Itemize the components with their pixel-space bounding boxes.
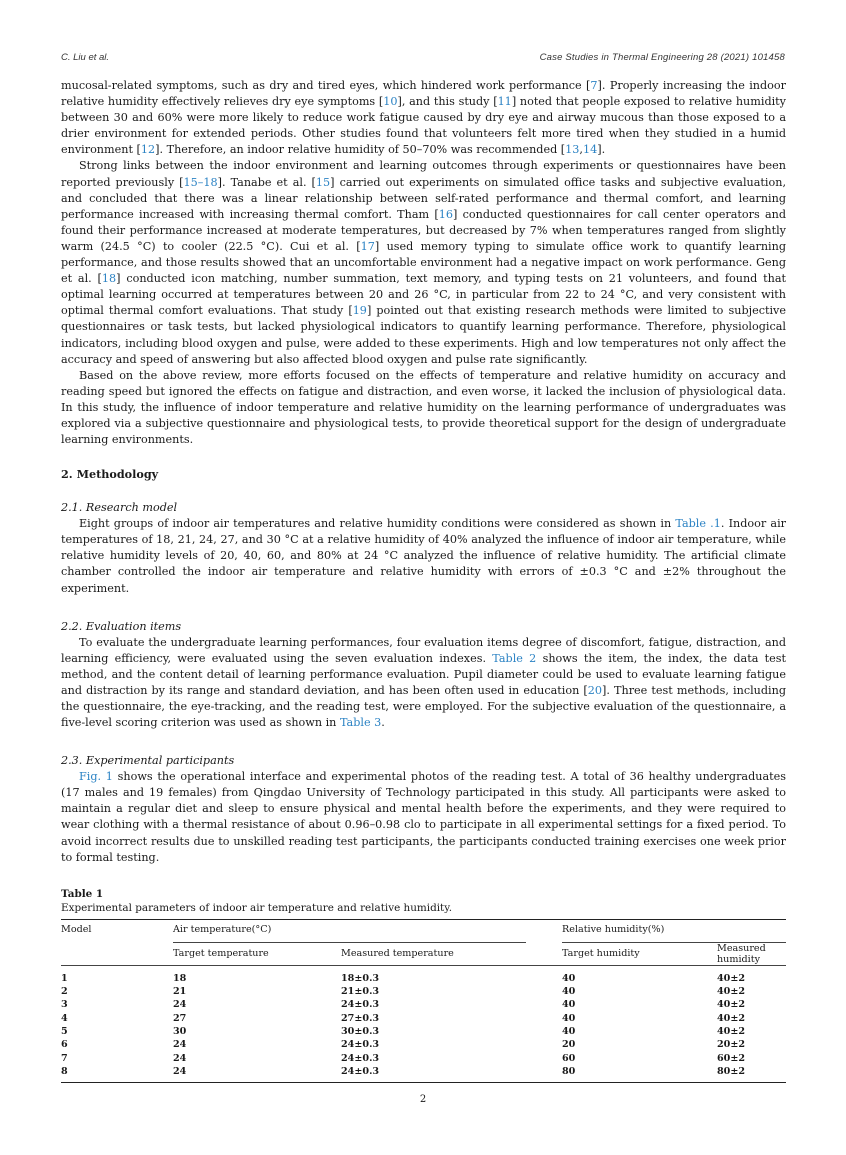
paragraph-text: Based on the above review, more efforts focused on the effects of temperature and relative humidity on accuracy and reading speed but ignored the effects on fatigue and distraction, and even worse, it lacked the inclusion of physiological data. In this study, the influence of indoor temperature and relative humidity on the learning performance of undergraduates was explored via a subjective questionnaire and physiological tests, to provide theoretical support for the design of undergraduate learning environments.: [61, 368, 786, 447]
citation-link[interactable]: 12: [140, 143, 156, 157]
cell-measured-temperature: 24±0.3: [341, 1052, 380, 1064]
table-row: [61, 998, 786, 1011]
paragraph-text: ] pointed out that existing research methods were limited to subjective questionnaires or task tests, but lacked physiological indicators to quantify learning performance. Therefore, physiological indicators, including blood oxygen and pulse, were added to these experiments. High and low temperatures not only affect the accuracy and speed of answering but also affected blood oxygen and pulse rate significantly.: [61, 304, 786, 366]
column-header-target-humidity: Target humidity: [562, 948, 640, 960]
cell-measured-temperature: 24±0.3: [341, 1065, 380, 1077]
cell-measured-temperature: 27±0.3: [341, 1012, 380, 1024]
paragraph: [61, 158, 786, 367]
article-body: [61, 78, 786, 1083]
citation-link[interactable]: 20: [587, 683, 603, 697]
cell-target-humidity: 40: [562, 1025, 576, 1037]
citation-link[interactable]: 11: [497, 95, 512, 109]
paragraph-text: . Indoor air temperatures of 18, 21, 24, 27, and 30 °C at a relative humidity of 40% analyzed the influence of indoor air temperature, while relative humidity levels of 20, 40, 60, and 80% at 24 °C analyzed the influence of relative humidity. The artificial climate chamber controlled the indoor air temperature and relative humidity with errors of ±0.3 °C and ±2% throughout the experiment.: [61, 517, 787, 595]
cell-model: 7: [61, 1052, 68, 1064]
cell-measured-temperature: 30±0.3: [341, 1025, 380, 1037]
table-caption: Experimental parameters of indoor air temperature and relative humidity.: [61, 901, 453, 914]
table-row: [61, 965, 786, 985]
cell-target-temperature: 24: [173, 999, 187, 1011]
cell-measured-humidity: 40±2: [717, 986, 746, 998]
cell-model: 1: [61, 972, 68, 984]
paragraph-text: ] used memory typing to simulate office work to quantify learning performance, and those results showed that an uncomfortable environment had a negative impact on work performance. Geng et al. [: [61, 239, 786, 286]
paragraph-text: ]. Three test methods, including the questionnaire, the eye-tracking, and the reading test, were employed. For the subjective evaluation of the questionnaire, a five-level scoring criterion was used as shown in: [61, 683, 786, 730]
subsection-heading-research-model: 2.1. Research model: [61, 501, 178, 515]
paragraph-text: ], and this study [: [397, 95, 498, 109]
cell-target-humidity: 40: [562, 972, 576, 984]
header-journal: Case Studies in Thermal Engineering 28 (2021) 101458: [539, 52, 785, 63]
cell-model: 6: [61, 1039, 68, 1051]
column-header-model: Model: [61, 923, 92, 935]
cell-target-temperature: 21: [173, 986, 187, 998]
citation-link[interactable]: 17: [360, 239, 375, 253]
cell-target-humidity: 40: [562, 999, 576, 1011]
paragraph-text: ].: [597, 143, 606, 157]
cell-target-temperature: 24: [173, 1065, 187, 1077]
cell-target-temperature: 24: [173, 1039, 187, 1051]
paragraph-text: ]. Properly increasing the indoor relative humidity effectively relieves dry eye symptoms [: [61, 79, 786, 109]
subsection-heading-evaluation-items: 2.2. Evaluation items: [61, 619, 182, 633]
cell-measured-humidity: 80±2: [717, 1065, 746, 1077]
paragraph-text: Eight groups of indoor air temperatures and relative humidity conditions were considered as shown in: [79, 517, 676, 531]
cell-model: 5: [61, 1025, 68, 1037]
citation-link[interactable]: 19: [352, 304, 367, 318]
cell-model: 3: [61, 999, 68, 1011]
parameters-table: [61, 919, 786, 1083]
paragraph-text: To evaluate the undergraduate learning performances, four evaluation items degree of discomfort, fatigue, distraction, and learning efficiency, were evaluated using the seven evaluation indexes.: [61, 635, 786, 665]
paragraph-text: ] noted that people exposed to relative humidity between 30 and 60% were more likely to reduce work fatigue caused by dry eye and airway mucous than those exposed to a drier environment for extended periods. Other studies found that volunteers felt more tired when they studied in a humid environment [: [61, 95, 786, 157]
section-heading-methodology: 2. Methodology: [61, 467, 159, 482]
cell-target-temperature: 24: [173, 1052, 187, 1064]
table-row: [61, 1025, 786, 1038]
cell-measured-humidity: 40±2: [717, 1025, 746, 1037]
citation-link[interactable]: 15: [315, 175, 331, 189]
table-body: [61, 965, 786, 1082]
cell-measured-humidity: 20±2: [717, 1039, 746, 1051]
cell-measured-temperature: 24±0.3: [341, 999, 380, 1011]
page-number: 2: [419, 1094, 427, 1105]
cell-measured-humidity: 40±2: [717, 972, 746, 984]
cell-target-temperature: 30: [173, 1025, 187, 1037]
paragraph-text: ] conducted icon matching, number summation, text memory, and typing tests on 21 volunteers, and found that optimal learning occurred at temperatures between 20 and 26 °C, in particular from 22 to 24 °C, and very consistent with optimal thermal comfort evaluations. That study [: [61, 272, 786, 318]
paragraph-text: ,: [579, 143, 583, 157]
cell-measured-humidity: 40±2: [717, 1012, 746, 1024]
paragraph-text: shows the item, the index, the data test method, and the content detail of learning performance evaluation. Pupil diameter could be used to evaluate learning fatigue and distraction by its range and standard deviation, and has been often used in education [: [61, 651, 787, 697]
paragraph-text: ]. Tanabe et al. [: [217, 175, 316, 189]
paragraph: [61, 368, 786, 448]
cell-model: 2: [61, 986, 68, 998]
cell-target-temperature: 27: [173, 1012, 187, 1024]
citation-link[interactable]: 10: [383, 95, 398, 109]
paragraph-text: ]. Therefore, an indoor relative humidity of 50–70% was recommended [: [155, 143, 566, 157]
cell-target-humidity: 40: [562, 986, 576, 998]
column-header-target-temperature: Target temperature: [173, 948, 269, 960]
column-header-measured-temperature: Measured temperature: [341, 948, 454, 960]
cell-target-humidity: 20: [562, 1039, 576, 1051]
table-row: [61, 1012, 786, 1025]
cell-measured-temperature: 21±0.3: [341, 986, 380, 998]
paragraph-text: Strong links between the indoor environment and learning outcomes through experiments or questionnaires have been reported previously [: [61, 159, 786, 189]
cell-target-humidity: 60: [562, 1052, 576, 1064]
citation-link[interactable]: 18: [101, 272, 117, 286]
paragraph-text: .: [381, 716, 385, 730]
paragraph-text: ] carried out experiments on simulated office tasks and subjective evaluation, and concluded that there was a linear relationship between self-rated performance and thermal comfort, and learning performance increased with increasing thermal comfort. Tham [: [61, 175, 786, 221]
column-group-air-temperature: Air temperature(°C): [173, 919, 526, 942]
paragraph: [61, 635, 786, 732]
citation-link[interactable]: 7: [590, 79, 598, 92]
citation-link[interactable]: 13: [565, 143, 580, 157]
citation-link[interactable]: 14: [582, 143, 598, 157]
table-row: [61, 1038, 786, 1051]
column-group-relative-humidity: Relative humidity(%): [562, 919, 786, 942]
citation-link[interactable]: Table 3: [339, 716, 382, 730]
table-row: [61, 985, 786, 998]
paragraph-text: ] conducted questionnaires for call center operators and found their performance increased at moderate temperatures, but decreased by 7% when temperatures ranged from slightly warm (24.5 °C) to cooler (22.5 °C). Cui et al. [: [61, 207, 787, 253]
cell-measured-temperature: 24±0.3: [341, 1039, 380, 1051]
cell-target-humidity: 80: [562, 1065, 576, 1077]
citation-link[interactable]: Table 2: [492, 651, 537, 665]
paragraph-text: shows the operational interface and experimental photos of the reading test. A total of 36 healthy undergraduates (17 males and 19 females) from Qingdao University of Technology participated in this study. All participants were asked to maintain a regular diet and sleep to ensure physical and mental health before the experiments, and they were required to wear clothing with a thermal resistance of about 0.96–0.98 clo to participate in all experimental settings for a fixed period. To avoid incorrect results due to unskilled reading test participants, the participants conducted training exercises one week prior to formal testing.: [61, 770, 786, 864]
paragraph-text: mucosal-related symptoms, such as dry and tired eyes, which hindered work performance [: [61, 79, 591, 92]
cell-measured-temperature: 18±0.3: [341, 972, 380, 984]
column-header-measured-humidity: Measured humidity: [717, 942, 766, 965]
citation-link[interactable]: Fig. 1: [79, 770, 113, 784]
table-label: Table 1: [61, 887, 104, 900]
table-row: [61, 1065, 786, 1083]
cell-model: 4: [61, 1012, 68, 1024]
paragraph: [61, 769, 786, 866]
citation-link[interactable]: 15–18: [183, 175, 218, 189]
cell-target-humidity: 40: [562, 1012, 576, 1024]
running-header: [61, 52, 785, 66]
header-author: C. Liu et al.: [61, 52, 110, 63]
subsection-heading-participants: 2.3. Experimental participants: [61, 754, 235, 768]
citation-link[interactable]: Table .1: [675, 517, 721, 531]
table-row: [61, 1052, 786, 1065]
cell-measured-humidity: 40±2: [717, 999, 746, 1011]
paragraph: [61, 78, 786, 158]
citation-link[interactable]: 16: [438, 207, 453, 221]
cell-target-temperature: 18: [173, 972, 187, 984]
cell-model: 8: [61, 1065, 68, 1077]
cell-measured-humidity: 60±2: [717, 1052, 746, 1064]
paragraph: [61, 516, 786, 596]
